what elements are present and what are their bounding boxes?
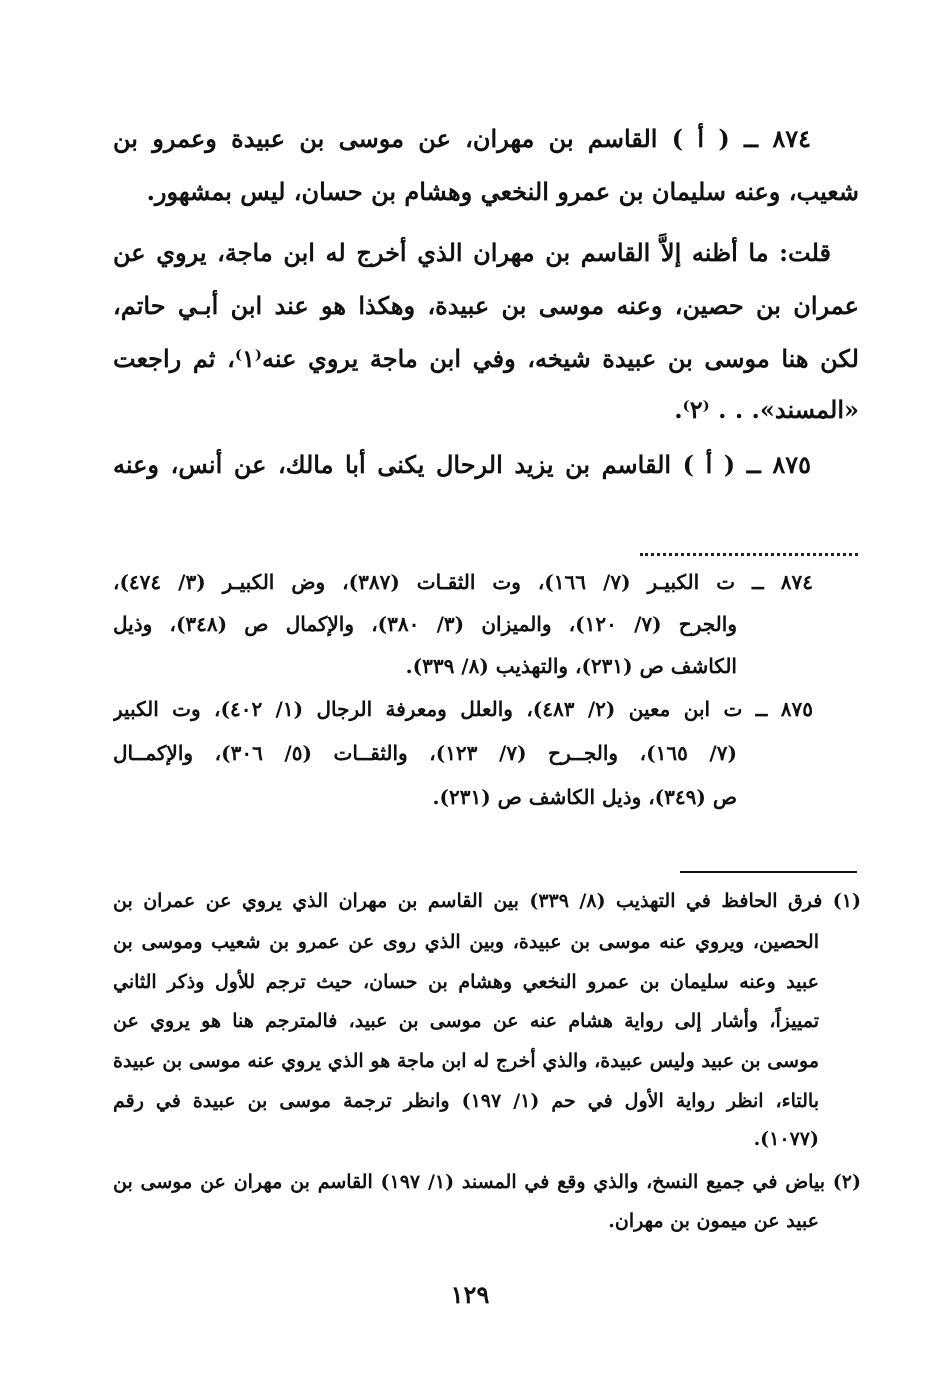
footnote-1-line-7: (١٠٧٧). xyxy=(753,1128,819,1150)
comment-line-4: «المسند». . . ⁽٢⁾. xyxy=(674,395,859,424)
footnote-2-line-1: (٢) بياض في جميع النسخ، والذي وقع في المسند (١/ ١٩٧) القاسم بن مهران عن موسى بن xyxy=(113,1171,861,1193)
footnote-1-line-2: الحصين، ويروي عنه موسى بن عبيدة، وبين الذي روى عن عمرو بن شعيب وموسى بن xyxy=(113,931,819,953)
sources-875-line-1: ٨٧٥ ــ ت ابن معين (٢/ ٤٨٣)، والعلل ومعرفة الرجال (١/ ٤٠٢)، وت الكبير xyxy=(113,697,813,721)
footnote-1-line-3: عبيد وعنه سليمان بن عمرو النخعي وهشام بن حسان، حيث ترجم للأول وذكر الثاني xyxy=(113,971,819,993)
footnote-1-line-6: بالتاء، انظر رواية الأول في حم (١/ ١٩٧) وانظر ترجمة موسى بن عبيدة في رقم xyxy=(113,1090,819,1112)
footnote-rule xyxy=(680,871,857,873)
comment-line-1: قلت: ما أظنه إلاَّ القاسم بن مهران الذي أخرج له ابن ماجة، يروي عن xyxy=(113,238,831,267)
entry-874-line-2: شعيب، وعنه سليمان بن عمرو النخعي وهشام بن حسان، ليس بمشهور. xyxy=(146,177,859,206)
footnote-2-line-2: عبيد عن ميمون بن مهران. xyxy=(608,1210,819,1232)
sources-874-line-3: الكاشف ص (٢٣١)، والتهذيب (٨/ ٣٣٩). xyxy=(405,654,737,678)
footnote-1-line-4: تمييزاً، وأشار إلى رواية هشام عنه عن موسى بن عبيد، فالمترجم هنا هو يروي عن xyxy=(113,1010,819,1032)
page-number: ١٢٩ xyxy=(450,1280,490,1309)
comment-line-3: لكن هنا موسى بن عبيدة شيخه، وفي ابن ماجة يروي عنه⁽١⁾، ثم راجعت xyxy=(113,344,859,373)
footnote-1-line-5: موسى بن عبيد وليس عبيدة، والذي أخرج له ابن ماجة هو الذي يروي عنه موسى بن عبيدة xyxy=(113,1050,819,1072)
comment-line-2: عمران بن حصين، وعنه موسى بن عبيدة، وهكذا هو عند ابن أبـي حاتم، xyxy=(113,291,859,320)
footnote-1-line-1: (١) فرق الحافظ في التهذيب (٨/ ٣٣٩) بين القاسم بن مهران الذي يروي عن عمران بن xyxy=(113,890,861,912)
sources-875-line-2: (٧/ ١٦٥)، والجــرح (٧/ ١٢٣)، والثقــات (٥/ ٣٠٦)، والإكمــال xyxy=(113,741,737,765)
sources-874-line-2: والجرح (٧/ ١٢٠)، والميزان (٣/ ٣٨٠)، والإكمال ص (٣٤٨)، وذيل xyxy=(113,612,737,636)
entry-874-line-1: ٨٧٤ ــ ( أ ) القاسم بن مهران، عن موسى بن عبيدة وعمرو بن xyxy=(113,124,811,153)
dotted-separator xyxy=(640,539,858,556)
sources-875-line-3: ص (٣٤٩)، وذيل الكاشف ص (٢٣١). xyxy=(432,785,737,809)
sources-874-line-1: ٨٧٤ ــ ت الكبيـر (٧/ ١٦٦)، وت الثقـات (٣٨٧)، وض الكبيـر (٣/ ٤٧٤)، xyxy=(113,570,813,594)
entry-875-line-1: ٨٧٥ ــ ( أ ) القاسم بن يزيد الرحال يكنى أبا مالك، عن أنس، وعنه xyxy=(113,450,811,479)
